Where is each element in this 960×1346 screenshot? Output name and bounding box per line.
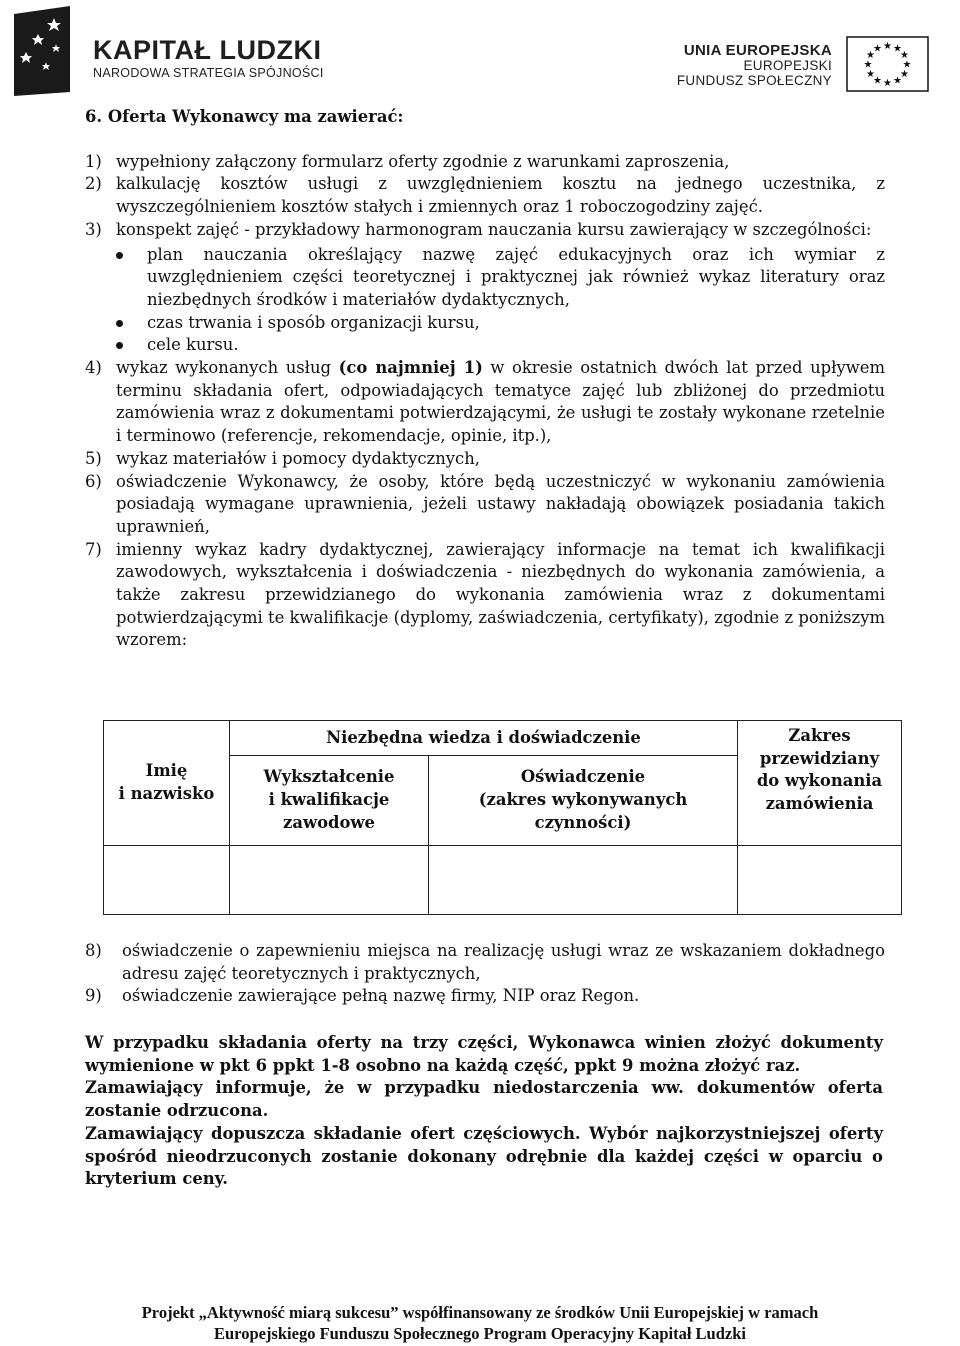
bullet-icon — [116, 252, 123, 259]
bullet-text: czas trwania i sposób organizacji kursu, — [147, 312, 480, 332]
page-footer — [0, 1302, 960, 1344]
item-text-post: w okresie ostatnich dwóch lat przed upływem terminu składania ofert, odpowiadających tematyce zajęć lub zbliżonej do przedmiotu zamówienia wraz z dokumentami potwierdzającymi, że usługi te zostały wykonane rzetelnie i terminowo (referencje, rekomendacje, opinie, itp.), — [116, 358, 885, 446]
bullet-text: plan nauczania określający nazwę zajęć edukacyjnych oraz ich wymiar z uwzględnieniem części teoretycznej i praktycznej jak również wykaz literatury oraz niezbędnych środków i materiałów dydaktycznych, — [147, 244, 885, 309]
bullet-icon — [116, 342, 123, 349]
footer-line-1: Projekt „Aktywność miarą sukcesu” współfinansowany ze środków Unii Europejskiej w ramach — [141, 1303, 819, 1322]
item-number: 3) — [85, 219, 102, 239]
item-text-bold: (co najmniej 1) — [338, 358, 483, 378]
item-text: kalkulację kosztów usługi z uwzględnieniem kosztu na jednego uczestnika, z wyszczególnieniem kosztów stałych i zmiennych oraz 1 roboczogodziny zajęć. — [116, 174, 885, 217]
svg-text:★: ★ — [900, 69, 909, 80]
note-paragraph: Zamawiający dopuszcza składanie ofert częściowych. Wybór najkorzystniejszej oferty spośród nieodrzuconych zostanie dokonany odrębnie dla każdej części w oparciu o kryterium ceny. — [85, 1123, 883, 1189]
bullet-text: cele kursu. — [147, 335, 239, 355]
header-education: Wykształcenie i kwalifikacje zawodowe — [230, 756, 429, 846]
item-text: oświadczenie o zapewnieniu miejsca na realizację usługi wraz ze wskazaniem dokładnego adresu zajęć teoretycznych i praktycznych, — [122, 941, 885, 983]
offer-requirements-continued — [85, 940, 885, 1008]
list-item — [85, 151, 885, 174]
svg-text:★: ★ — [893, 43, 902, 55]
svg-text:★: ★ — [866, 69, 875, 80]
list-item — [85, 173, 885, 218]
list-item — [85, 940, 885, 985]
note-paragraph: Zamawiający informuje, że w przypadku niedostarczenia ww. dokumentów oferta zostanie odrzucona. — [85, 1078, 883, 1121]
bullet-item — [116, 334, 885, 357]
item-text: oświadczenie zawierające pełną nazwę firmy, NIP oraz Regon. — [122, 986, 640, 1006]
svg-text:★: ★ — [900, 50, 909, 61]
staff-template-table — [103, 720, 902, 915]
list-item — [85, 219, 885, 357]
svg-text:★: ★ — [893, 75, 902, 87]
notes-block — [85, 1032, 883, 1191]
item-number: 1) — [85, 151, 102, 171]
kapital-ludzki-logo-icon — [10, 4, 74, 96]
header-group: Niezbędna wiedza i doświadczenie — [230, 721, 738, 756]
eu-line-3: FUNDUSZ SPOŁECZNY — [676, 73, 832, 88]
eu-line-1: UNIA EUROPEJSKA — [683, 42, 832, 59]
list-item — [85, 471, 885, 539]
item-text-pre: wykaz wykonanych usług — [116, 358, 339, 378]
section-heading: 6. Oferta Wykonawcy ma zawierać: — [85, 107, 404, 126]
table-cell[interactable] — [230, 846, 429, 915]
svg-text:★: ★ — [902, 59, 912, 71]
item-number: 4) — [85, 358, 102, 378]
svg-text:★: ★ — [873, 43, 882, 55]
bullet-item — [116, 244, 885, 312]
item-number: 9) — [85, 986, 102, 1006]
eu-brand — [677, 43, 832, 88]
svg-text:★: ★ — [883, 41, 892, 52]
kapital-ludzki-brand — [93, 36, 324, 80]
item-text: konspekt zajęć - przykładowy harmonogram nauczania kursu zawierający w szczególności: — [116, 219, 872, 239]
kl-subtitle: NARODOWA STRATEGIA SPÓJNOŚCI — [93, 66, 324, 80]
svg-text:★: ★ — [863, 59, 873, 71]
note-paragraph: W przypadku składania oferty na trzy części, Wykonawca winien złożyć dokumenty wymienione w pkt 6 ppkt 1-8 osobno na każdą część, ppkt 9 można złożyć raz. — [85, 1033, 883, 1075]
header-scope: Zakres przewidziany do wykonania zamówienia — [738, 721, 902, 846]
bullet-list — [116, 244, 885, 358]
item-number: 8) — [85, 941, 102, 960]
table-cell[interactable] — [429, 846, 738, 915]
table-row — [104, 846, 902, 915]
spacer — [85, 129, 885, 151]
item-text: wypełniony załączony formularz oferty zgodnie z warunkami zaproszenia, — [116, 151, 730, 171]
svg-text:★: ★ — [873, 75, 882, 87]
bullet-item — [116, 312, 885, 335]
svg-text:★: ★ — [883, 78, 892, 89]
item-text: wykaz materiałów i pomocy dydaktycznych, — [116, 448, 480, 468]
item-number: 2) — [85, 174, 102, 194]
header-name: Imię i nazwisko — [104, 721, 230, 846]
list-item — [85, 539, 885, 653]
list-item — [85, 357, 885, 448]
item-text: oświadczenie Wykonawcy, że osoby, które będą uczestniczyć w wykonaniu zamówienia posiadają wymagane uprawnienia, jeżeli ustawy nakładają obowiązek posiadania takich uprawnień, — [116, 471, 885, 536]
table-cell[interactable] — [738, 846, 902, 915]
table-cell[interactable] — [104, 846, 230, 915]
item-text: imienny wykaz kadry dydaktycznej, zawierający informacje na temat ich kwalifikacji zawodowych, wykształcenia i doświadczenia - niezbędnych do wykonania zamówienia, a także zakresu przewidzianego do wykonania zamówienia wraz z dokumentami potwierdzającymi te kwalifikacje (dyplomy, zaświadczenia, certyfikaty), zgodnie z poniższym wzorem: — [116, 539, 885, 650]
list-item — [85, 985, 885, 1008]
eu-line-2: EUROPEJSKI — [743, 58, 832, 73]
item-number: 7) — [85, 539, 102, 559]
page-header — [0, 0, 960, 100]
footer-line-2: Europejskiego Funduszu Społecznego Program Operacyjny Kapitał Ludzki — [213, 1324, 746, 1343]
item-number: 5) — [85, 448, 102, 468]
item-number: 6) — [85, 471, 102, 491]
kl-title: KAPITAŁ LUDZKI — [93, 35, 322, 65]
list-item — [85, 448, 885, 471]
offer-requirements — [85, 106, 885, 652]
svg-text:★: ★ — [866, 50, 875, 61]
eu-flag-icon — [846, 36, 929, 92]
bullet-icon — [116, 320, 123, 327]
header-experience: Oświadczenie (zakres wykonywanych czynności) — [429, 756, 738, 846]
